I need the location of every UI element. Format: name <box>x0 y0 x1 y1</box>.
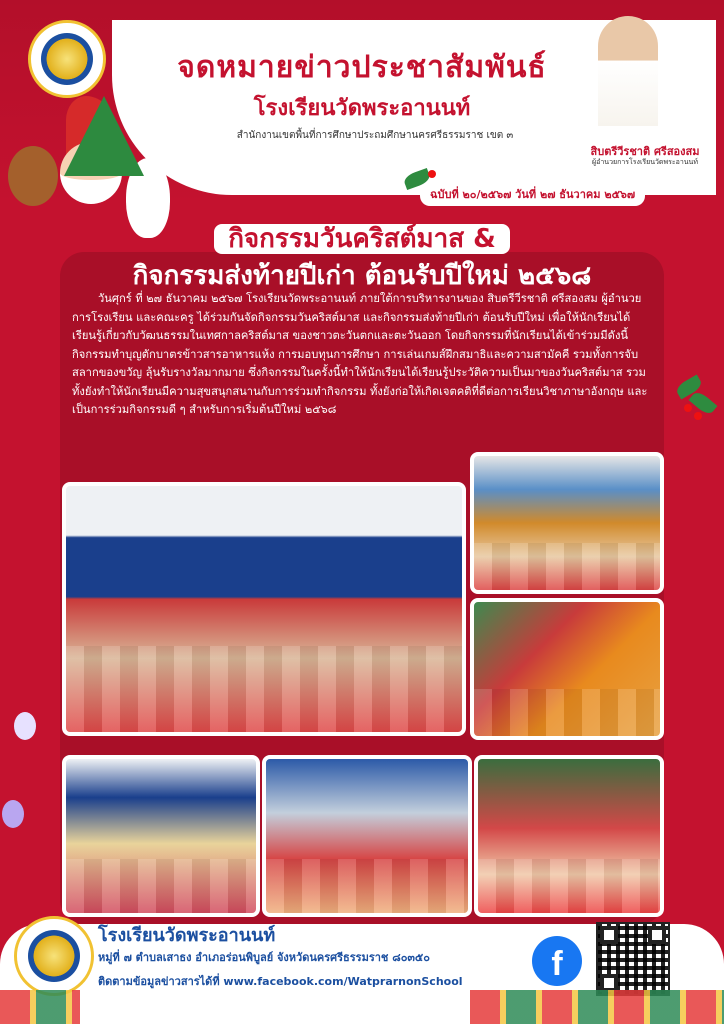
photo-gift-draw <box>62 755 260 917</box>
footer-school-name: โรงเรียนวัดพระอานนท์ <box>98 925 276 946</box>
qr-finder <box>648 926 666 944</box>
education-office: สำนักงานเขตพื้นที่การศึกษาประถมศึกษานครศรีธรรมราช เขต ๓ <box>236 130 514 141</box>
director-role: ผู้อำนวยการโรงเรียนวัดพระอานนท์ <box>592 158 698 166</box>
qr-code-icon[interactable] <box>596 922 670 996</box>
christmas-tree-icon <box>64 96 144 176</box>
photo-crowd <box>66 646 462 732</box>
activity-title <box>0 218 724 259</box>
photo-crowd <box>478 859 660 913</box>
footer-address: หมู่ที่ ๗ ตำบลเสาธง อำเภอร่อนพิบูลย์ จังหวัดนครศรีธรรมราช ๘๐๓๕๐ <box>98 951 430 964</box>
photo-merit-making <box>470 452 664 594</box>
photo-monks-alms <box>470 598 664 740</box>
photo-games <box>474 755 664 917</box>
activity-subtitle: กิจกรรมส่งท้ายปีเก่า ต้อนรับปีใหม่ ๒๕๖๘ <box>132 261 592 291</box>
gift-boxes-decoration <box>470 990 724 1024</box>
photo-crowd <box>474 689 660 736</box>
reindeer-icon <box>8 146 58 206</box>
footer-facebook-link[interactable]: ติดตามข้อมูลข่าวสารได้ที่ www.facebook.com/WatprarnonSchool <box>98 975 463 988</box>
photo-crowd <box>66 859 256 913</box>
facebook-icon[interactable]: f <box>532 936 582 986</box>
director-name: สิบตรีวีรชาติ ศรีสองสม <box>590 145 700 158</box>
article-body: วันศุกร์ ที่ ๒๗ ธันวาคม ๒๕๖๗ โรงเรียนวัดพระอานนท์ ภายใต้การบริหารงานของ สิบตรีวีรชาติ ศรีสองสม ผู้อำนวยการโรงเรียน และคณะครู ได้ร่วมกันจัดกิจกรรมวันคริสต์มาส และกิจกรรมส่งท้ายปีเก่า ต้อนรับปีใหม่ เพื่อให้นักเรียนได้เรียนรู้เกี่ยวกับวัฒนธรรมในเทศกาลคริสต์มาส ของชาวตะวันตกและตะวันออก โดยกิจกรรมที่นักเรียนได้เข้าร่วมมีดังนี้ กิจกรรมทำบุญตักบาตรข้าวสารอาหารแห้ง การมอบทุนการศึกษา การเล่นเกมส์ฝึกสมาธิและความสามัคคี รวมทั้งการจับสลากของขวัญ ลุ้นรับรางวัลมากมาย ซึ่งกิจกรรมในครั้งนี้ทำให้นักเรียนได้เรียนรู้ประวัติความเป็นมาของวันคริสต์มาส รวมทั้งยังทำให้นักเรียนมีความสุขสนุกสนานกับการร่วมทำกิจกรรม ทั้งยังก่อให้เกิดเจตคติที่ดีต่อการเรียนวิชาภาษาอังกฤษ และเป็นการร่วมกิจกรรมดี ๆ สำหรับการเริ่มต้นปีใหม่ ๒๕๖๘ <box>72 292 648 416</box>
newsletter-title: จดหมายข่าวประชาสัมพันธ์ <box>177 50 547 85</box>
issue-number: ฉบับที่ ๒๐/๒๕๖๗ วันที่ ๒๗ ธันวาคม ๒๕๖๗ <box>420 182 645 206</box>
balloon-icon <box>2 800 24 828</box>
director-photo <box>598 16 658 126</box>
photo-crowd <box>474 543 660 590</box>
photo-crowd <box>266 859 468 913</box>
qr-finder <box>600 926 618 944</box>
holly-leaf-icon <box>689 389 718 416</box>
holly-berry-icon <box>684 404 692 412</box>
balloon-icon <box>14 712 36 740</box>
gift-boxes-decoration <box>0 990 80 1024</box>
school-emblem <box>28 930 80 982</box>
school-logo-icon <box>14 916 94 996</box>
holly-berry-icon <box>694 412 702 420</box>
activity-title-text: กิจกรรมวันคริสต์มาส & <box>214 224 510 254</box>
photo-group-christmas <box>62 482 466 736</box>
holly-berry-icon <box>428 170 436 178</box>
photo-scholarship <box>262 755 472 917</box>
school-name: โรงเรียนวัดพระอานนท์ <box>253 96 471 121</box>
